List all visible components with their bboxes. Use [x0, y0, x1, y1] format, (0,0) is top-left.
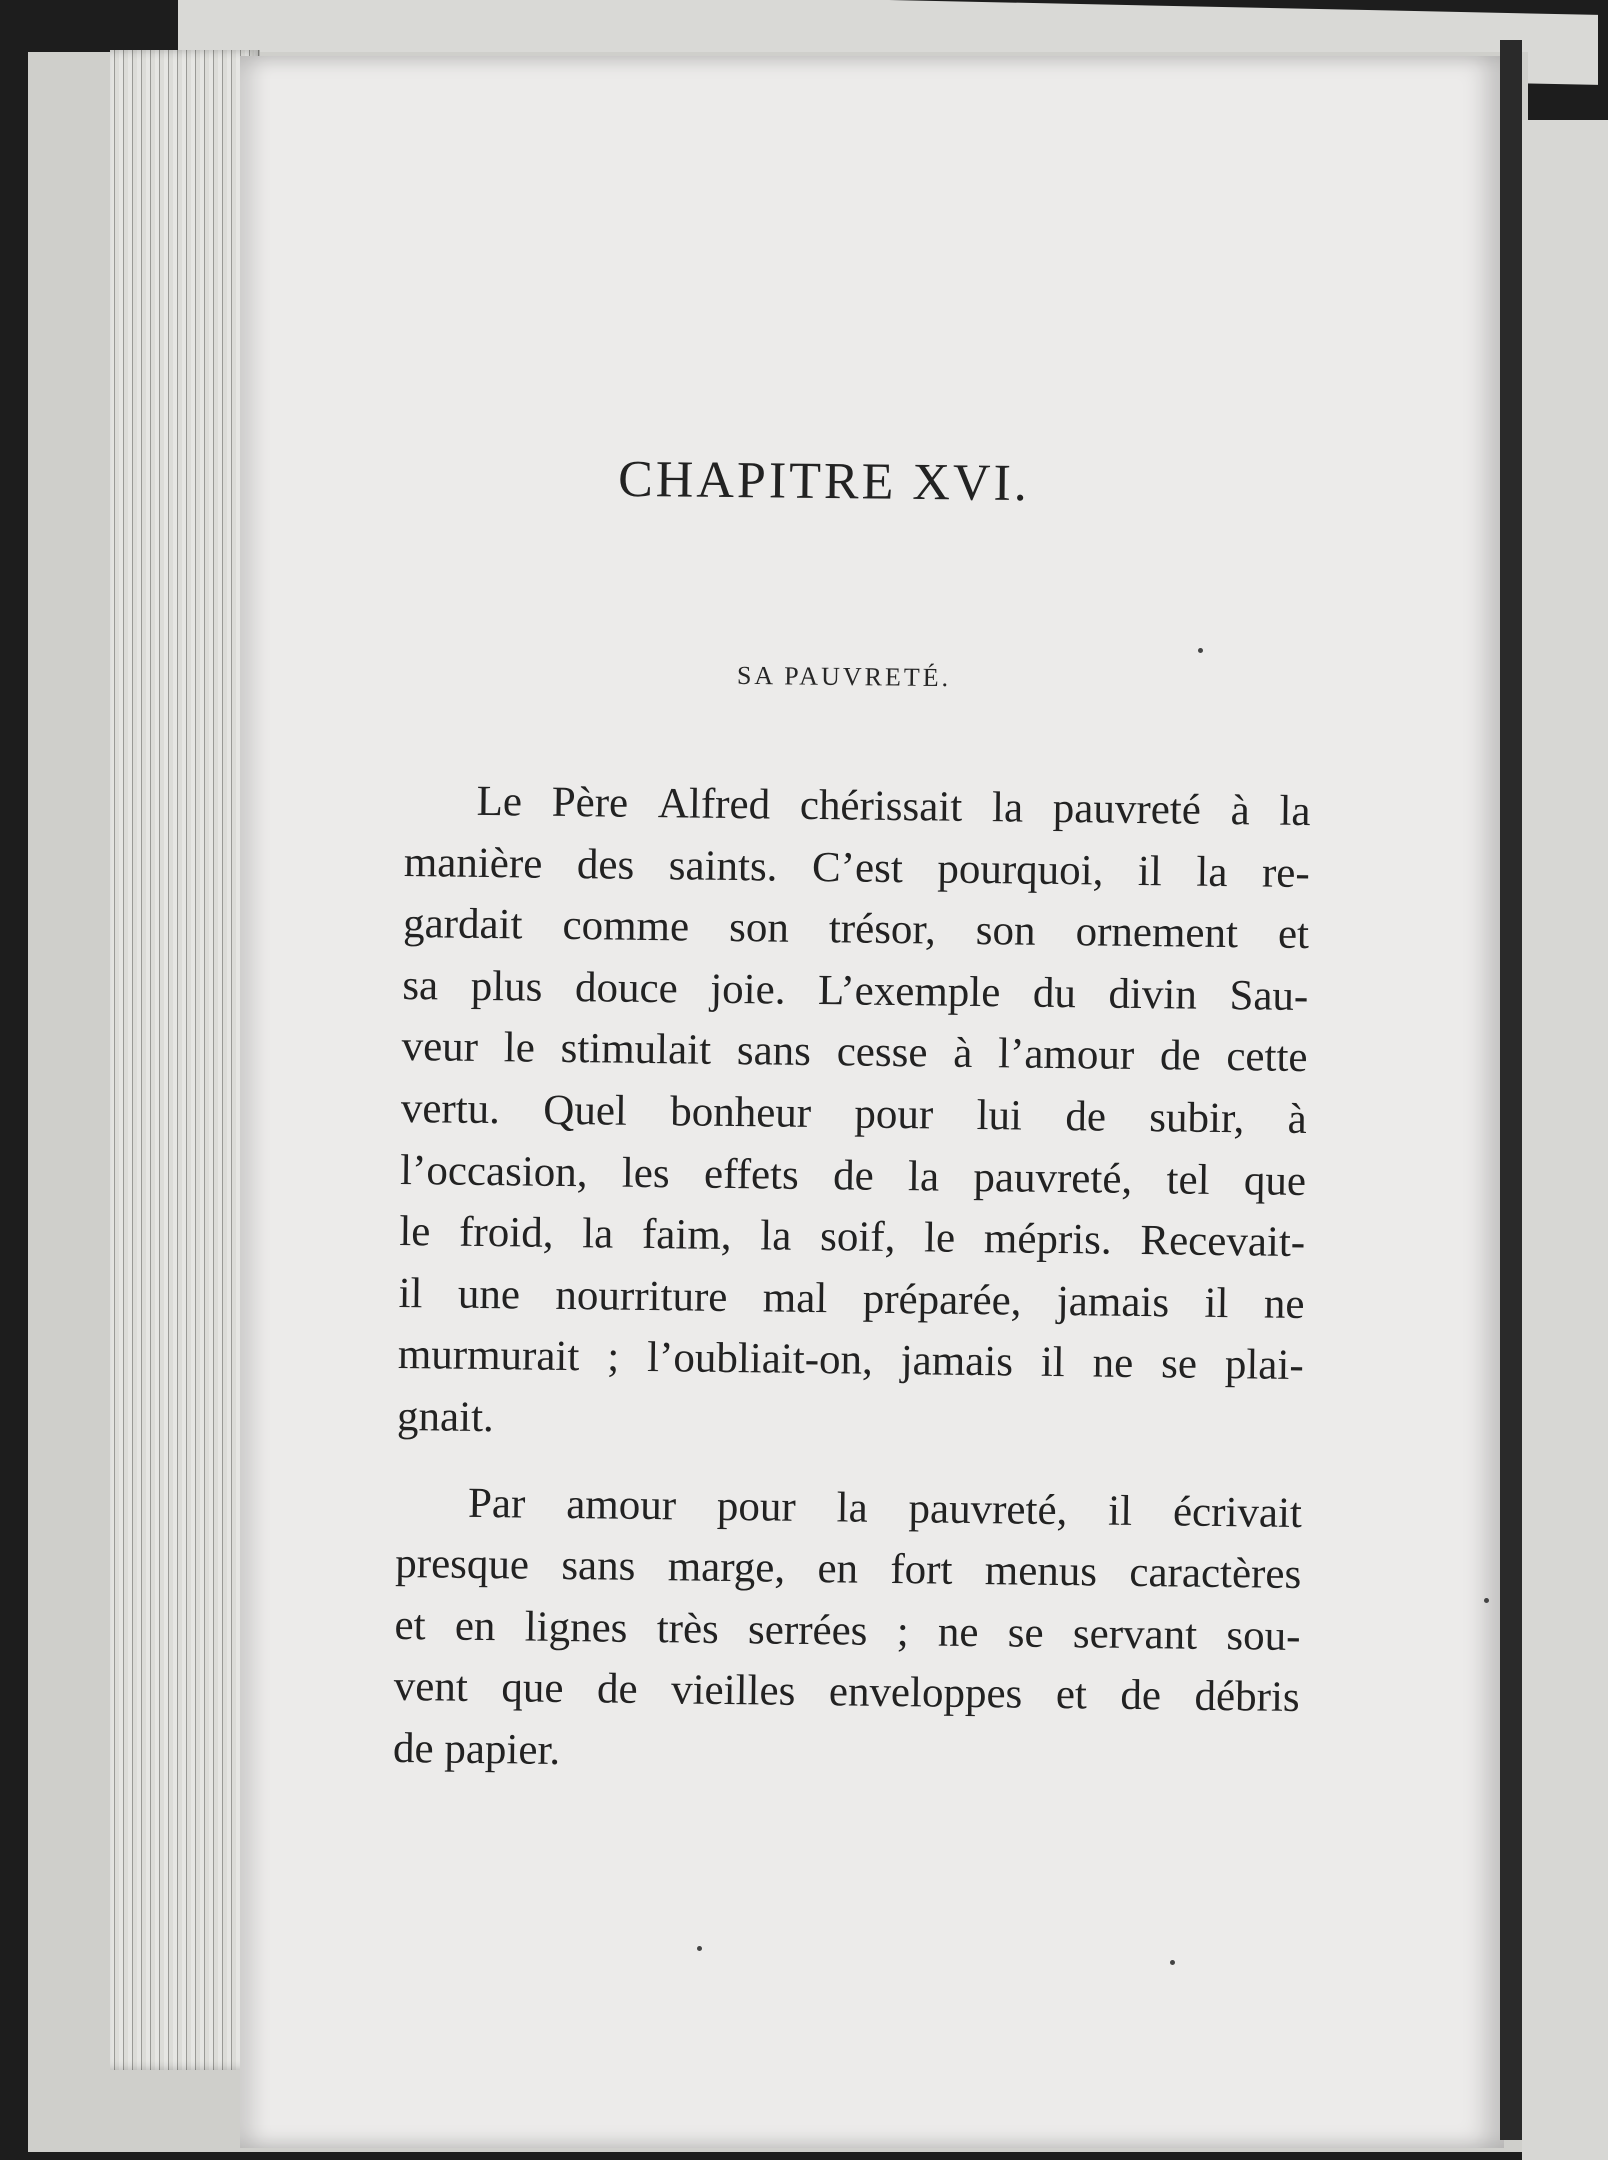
page-stack-edges — [110, 50, 260, 2070]
word: effets — [703, 1150, 800, 1199]
word: débris — [1194, 1673, 1300, 1722]
word: ornement — [1075, 908, 1239, 958]
word: manière — [403, 838, 543, 888]
word: sans — [736, 1027, 812, 1076]
section-title: SA PAUVRETÉ. — [736, 660, 952, 693]
word: il — [1107, 1487, 1133, 1535]
word: Sau- — [1229, 971, 1309, 1020]
word: saints. — [668, 841, 778, 891]
word: ; — [606, 1333, 620, 1382]
word: enveloppes — [828, 1668, 1023, 1718]
word: lui — [976, 1091, 1023, 1140]
word: l’oubliait-on, — [646, 1334, 874, 1385]
text-line — [400, 1078, 1307, 1151]
word: se — [1007, 1609, 1044, 1657]
word: comme — [562, 902, 690, 951]
word: et — [394, 1601, 426, 1650]
word: le — [399, 1208, 431, 1256]
word: la — [760, 1212, 792, 1260]
word: à — [1287, 1095, 1308, 1144]
text-line — [397, 1324, 1304, 1397]
word: de — [1159, 1032, 1201, 1081]
word: du — [1032, 969, 1077, 1017]
word: écrivait — [1172, 1487, 1303, 1537]
text-line — [400, 1140, 1307, 1213]
word: des — [576, 840, 635, 889]
word: que — [1243, 1156, 1307, 1205]
word: son — [728, 904, 790, 952]
text-line — [398, 1263, 1305, 1336]
text-line — [395, 1533, 1302, 1606]
word: C’est — [811, 843, 904, 892]
paper-speck — [1484, 1598, 1489, 1603]
paper-speck — [1170, 1960, 1175, 1965]
word: mal — [762, 1274, 828, 1322]
word: Par — [467, 1479, 526, 1528]
word: la — [991, 784, 1024, 832]
word: il — [398, 1269, 423, 1318]
word: se — [1160, 1340, 1198, 1389]
word: plus — [470, 962, 543, 1011]
word: L’exemple — [817, 966, 1001, 1017]
paper-speck — [697, 1946, 702, 1951]
word: à — [1230, 787, 1251, 835]
book-gutter — [1500, 40, 1522, 2140]
word: soif, — [819, 1213, 896, 1262]
word: ne — [1092, 1339, 1134, 1388]
word: caractères — [1129, 1549, 1302, 1599]
word: de — [596, 1665, 638, 1714]
word: cette — [1226, 1033, 1308, 1082]
word: jamais — [1056, 1277, 1170, 1327]
word: lignes — [524, 1603, 628, 1652]
word: amour — [565, 1480, 677, 1529]
word: pour — [854, 1090, 934, 1139]
word: trésor, — [828, 905, 937, 954]
word: vieilles — [670, 1666, 796, 1716]
word: il — [1040, 1339, 1066, 1387]
word: plai- — [1224, 1341, 1304, 1390]
text-line — [404, 770, 1311, 843]
word: pauvreté, — [973, 1153, 1133, 1203]
text-line — [403, 893, 1310, 966]
word: la — [1279, 787, 1311, 836]
word: subir, — [1149, 1094, 1245, 1143]
word: nourriture — [555, 1271, 728, 1321]
word: veur — [401, 1023, 479, 1072]
word: Alfred — [657, 780, 771, 829]
word: en — [817, 1545, 859, 1593]
word: douce — [574, 963, 678, 1013]
text-line: gnait. — [396, 1392, 495, 1442]
word: que — [501, 1664, 564, 1713]
facing-page-edge — [1522, 120, 1608, 2160]
word: gardait — [402, 900, 523, 949]
word: fort — [890, 1546, 953, 1594]
word: de — [1120, 1672, 1162, 1720]
word: pourquoi, — [937, 845, 1104, 895]
word: murmurait — [397, 1331, 580, 1381]
word: sou- — [1226, 1611, 1301, 1660]
word: le — [503, 1024, 536, 1072]
word: de — [832, 1151, 874, 1200]
text-line — [393, 1656, 1300, 1729]
word: menus — [984, 1547, 1098, 1596]
word: Quel — [543, 1086, 628, 1135]
word: le — [923, 1214, 956, 1262]
word: il — [1137, 847, 1163, 895]
word: vent — [393, 1663, 469, 1712]
word: très — [656, 1604, 720, 1653]
word: il — [1204, 1279, 1229, 1327]
word: l’amour — [997, 1030, 1135, 1080]
text-line — [401, 1016, 1308, 1089]
word: vertu. — [400, 1084, 501, 1134]
word: en — [454, 1602, 496, 1650]
word: froid, — [458, 1208, 554, 1258]
word: cesse — [836, 1028, 928, 1077]
word: et — [1277, 910, 1310, 959]
word: une — [457, 1270, 521, 1319]
word: préparée, — [862, 1275, 1022, 1325]
paragraph-2 — [393, 1471, 1303, 1790]
word: jamais — [900, 1337, 1014, 1386]
word: presque — [395, 1540, 530, 1589]
paper-speck — [1198, 648, 1203, 653]
paragraph-1 — [397, 770, 1311, 1459]
word: tel — [1166, 1155, 1210, 1204]
body-text — [393, 770, 1311, 1790]
word: bonheur — [669, 1088, 812, 1137]
text-line — [396, 1471, 1303, 1544]
word: la — [581, 1210, 614, 1258]
word: pauvreté — [1052, 784, 1202, 834]
word: chérissait — [799, 781, 963, 831]
word: sans — [561, 1542, 636, 1590]
word: ; — [896, 1607, 909, 1655]
word: l’occasion, — [399, 1146, 588, 1196]
word: ne — [937, 1608, 979, 1656]
word: la — [836, 1483, 868, 1532]
word: re- — [1261, 849, 1311, 897]
word: Recevait- — [1140, 1217, 1306, 1267]
word: à — [952, 1030, 973, 1078]
word: la — [907, 1152, 940, 1201]
word: joie. — [709, 965, 786, 1014]
word: faim, — [641, 1211, 732, 1260]
word: pauvreté, — [908, 1484, 1068, 1534]
word: marge, — [667, 1543, 786, 1592]
word: divin — [1108, 970, 1198, 1019]
word: ne — [1263, 1280, 1305, 1328]
text-line — [403, 832, 1310, 905]
word: servant — [1072, 1609, 1198, 1659]
word: stimulait — [560, 1025, 712, 1075]
word: son — [975, 907, 1036, 955]
word: sa — [402, 961, 439, 1010]
chapter-title: CHAPITRE XVI. — [617, 450, 1031, 513]
word: la — [1196, 848, 1228, 896]
word: mépris. — [983, 1215, 1112, 1264]
word: et — [1055, 1671, 1088, 1719]
text-line — [402, 955, 1309, 1028]
word: pour — [716, 1482, 797, 1531]
text-line — [399, 1201, 1306, 1274]
word: Père — [551, 778, 629, 827]
word: Le — [476, 777, 523, 826]
text-line: de papier. — [392, 1724, 561, 1774]
word: serrées — [747, 1605, 868, 1655]
word: de — [1065, 1093, 1107, 1141]
word: les — [621, 1149, 670, 1197]
text-line — [394, 1595, 1301, 1668]
